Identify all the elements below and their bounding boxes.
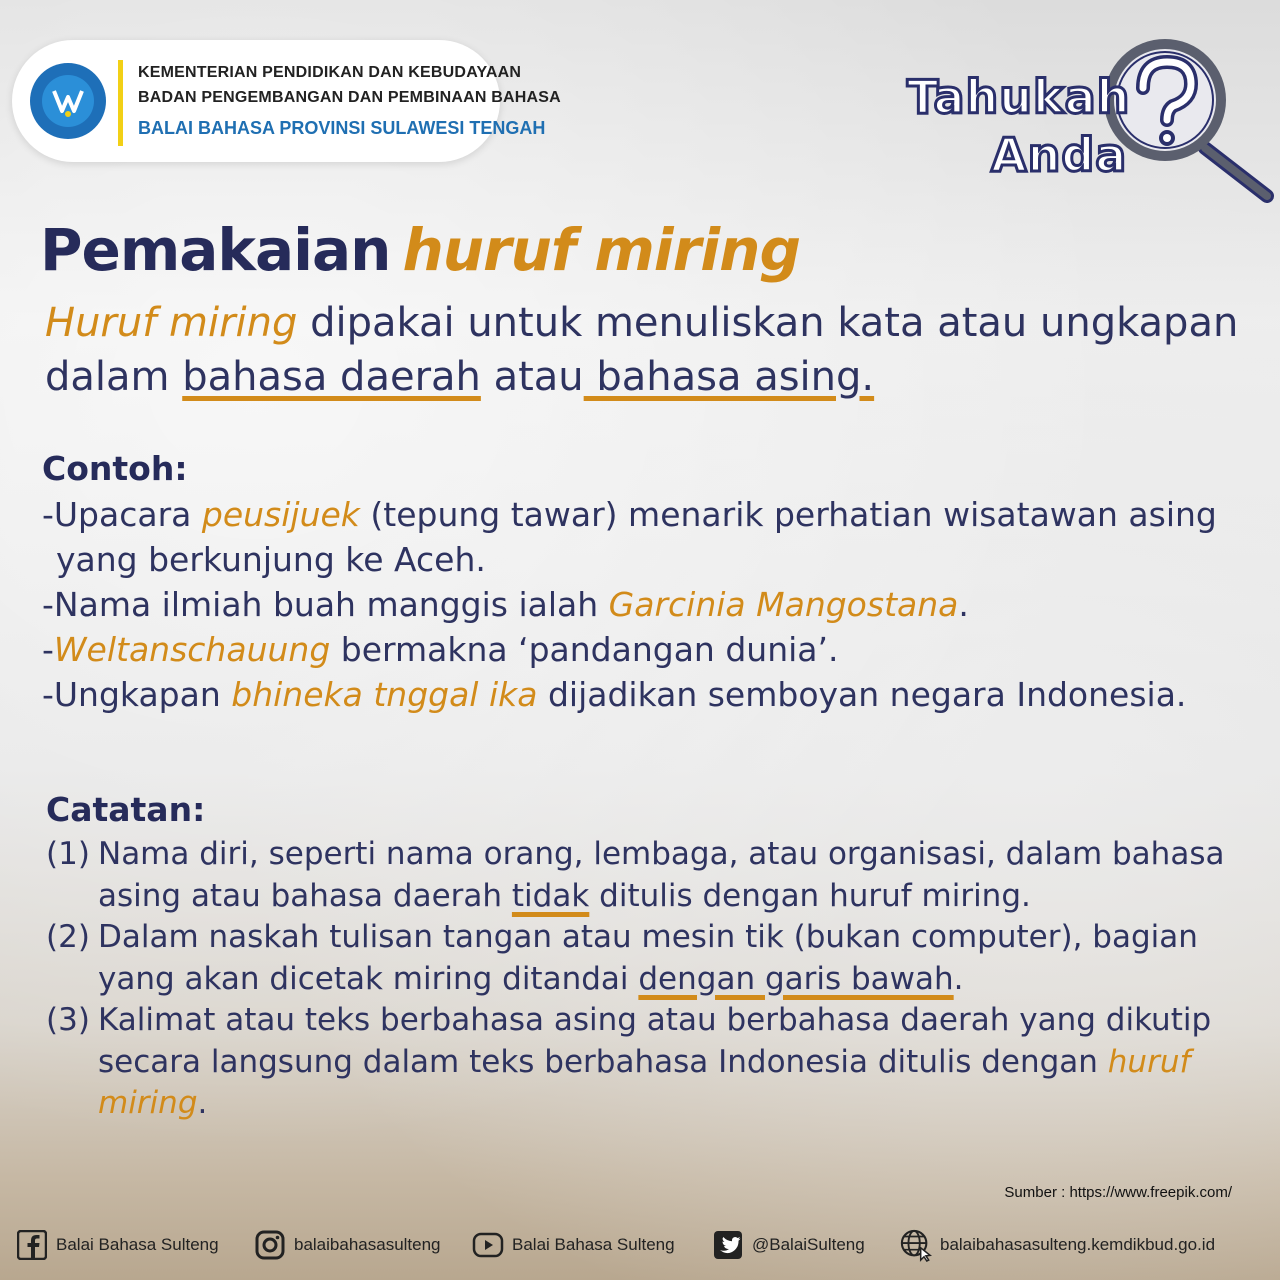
notes-list — [46, 834, 1246, 1125]
twitter-label: @BalaiSulteng — [752, 1235, 865, 1254]
badge-line2: Anda — [991, 128, 1128, 182]
facebook-link[interactable] — [16, 1228, 219, 1262]
twitter-link[interactable] — [712, 1228, 865, 1262]
header-divider — [118, 60, 123, 146]
list-item: (3) Kalimat atau teks berbahasa asing atau berbahasa daerah yang dikutip secara langsung dalam teks berbahasa Indonesia ditulis dengan huruf miring. — [46, 1002, 1212, 1121]
list-item: -Weltanschauung bermakna ‘pandangan dunia’. — [42, 630, 839, 669]
list-item: (1) Nama diri, seperti nama orang, lembaga, atau organisasi, dalam bahasa asing atau bahasa daerah tidak ditulis dengan huruf miring. — [46, 836, 1225, 914]
instagram-icon — [254, 1229, 286, 1261]
lead-text-2: atau — [480, 354, 584, 400]
tut-wuri-handayani-emblem-icon — [30, 63, 106, 139]
twitter-icon — [712, 1229, 744, 1261]
office-name: BALAI BAHASA PROVINSI SULAWESI TENGAH — [138, 118, 546, 138]
lead-text-1: dipakai untuk menuliskan kata atau ungkapan dalam — [45, 300, 1239, 400]
page-title — [40, 216, 800, 284]
examples-heading: Contoh: — [42, 449, 188, 488]
agency-name: BADAN PENGEMBANGAN DAN PEMBINAAN BAHASA — [138, 89, 561, 106]
badge-line1: Tahukah — [907, 70, 1131, 124]
youtube-link[interactable] — [472, 1228, 675, 1262]
list-item: -Nama ilmiah buah manggis ialah Garcinia Mangostana. — [42, 585, 969, 624]
tahukah-anda-badge — [905, 38, 1275, 203]
lead-underline-2: bahasa asing. — [583, 354, 875, 400]
title-main: Pemakaian — [40, 216, 391, 284]
youtube-icon — [472, 1229, 504, 1261]
lead-paragraph — [45, 296, 1255, 404]
youtube-label: Balai Bahasa Sulteng — [512, 1235, 675, 1254]
website-link[interactable] — [900, 1228, 1215, 1262]
list-item: -Upacara peusijuek (tepung tawar) menarik perhatian wisatawan asing yang berkunjung ke Aceh. — [42, 495, 1217, 579]
facebook-icon — [16, 1229, 48, 1261]
lead-term: Huruf miring — [45, 300, 298, 346]
facebook-label: Balai Bahasa Sulteng — [56, 1235, 219, 1254]
ministry-name: KEMENTERIAN PENDIDIKAN DAN KEBUDAYAAN — [138, 64, 522, 81]
notes-heading: Catatan: — [46, 790, 206, 829]
instagram-label: balaibahasasulteng — [294, 1235, 441, 1254]
list-item: -Ungkapan bhineka tnggal ika dijadikan semboyan negara Indonesia. — [42, 675, 1187, 714]
title-accent: huruf miring — [402, 216, 800, 284]
list-item: (2) Dalam naskah tulisan tangan atau mesin tik (bukan computer), bagian yang akan dicetak miring ditandai dengan garis bawah. — [46, 919, 1198, 997]
globe-icon — [900, 1229, 932, 1261]
source-credit: Sumber : https://www.freepik.com/ — [1004, 1184, 1232, 1201]
instagram-link[interactable] — [254, 1228, 441, 1262]
examples-list — [42, 492, 1267, 717]
website-label: balaibahasasulteng.kemdikbud.go.id — [940, 1235, 1216, 1254]
footer — [0, 1228, 1280, 1268]
lead-underline-1: bahasa daerah — [182, 354, 481, 400]
